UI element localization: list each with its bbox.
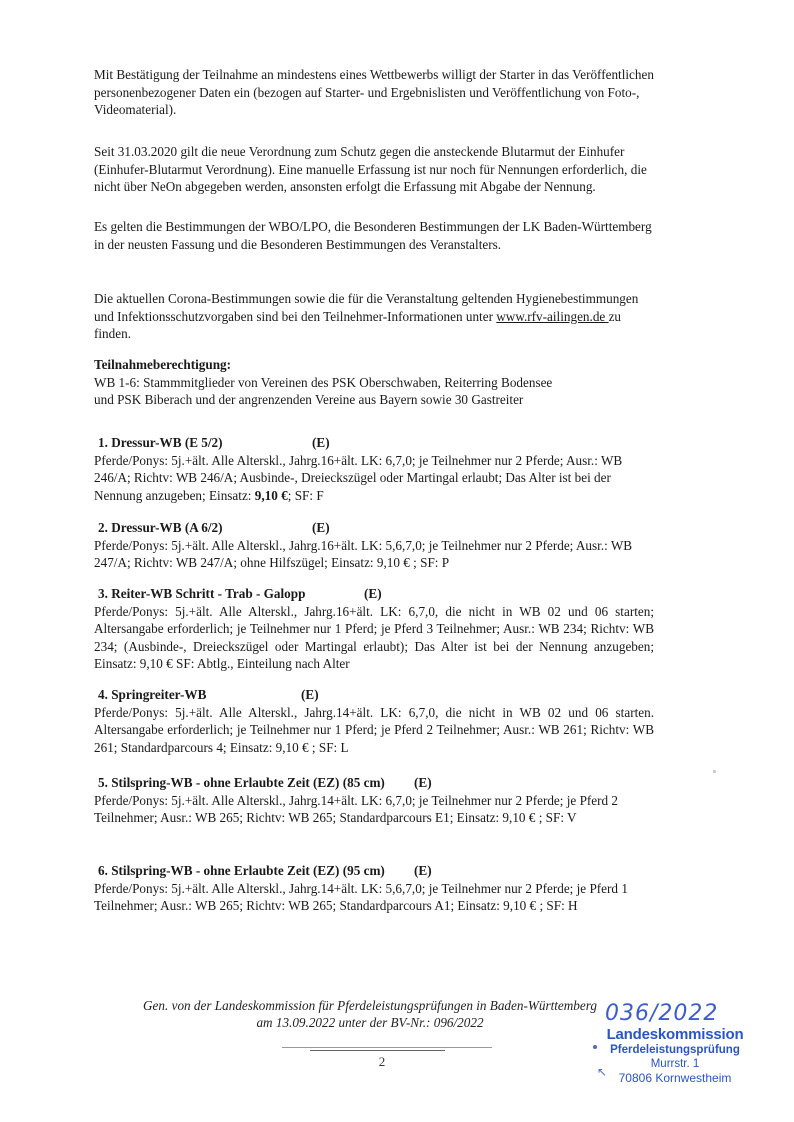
competition-5: [94, 774, 654, 827]
competition-text: Pferde/Ponys: 5j.+ält. Alle Alterskl., Jahrg.16+ält. LK: 5,6,7,0; je Teilnehmer nur 2 Pferde; Ausr.: WB 247/A; Richtv: WB 247/A; ohne Hilfszügel; Einsatz: 9,10 € ; SF: P: [94, 537, 633, 571]
stamp-line-3: Murrstr. 1: [650, 1058, 700, 1070]
footer-divider-inner: [310, 1050, 445, 1051]
competition-class: (E): [301, 687, 319, 702]
competition-title-text: 3. Reiter-WB Schritt - Trab - Galopp: [98, 586, 306, 601]
regulation-text: Seit 31.03.2020 gilt die neue Verordnung zum Schutz gegen die ansteckende Blutarmut der Einhufer (Einhufer-Blutarmut Verordnung). Eine manuelle Erfassung ist nur noch für Nennungen erforderlich, die nicht über NeOn abgegeben werden, ansonsten erfolgt die Erfassung mit Abgabe der Nennung.: [94, 144, 647, 195]
competition-title-text: 5. Stilspring-WB - ohne Erlaubte Zeit (EZ) (85 cm): [98, 775, 385, 790]
rules-text: Es gelten die Bestimmungen der WBO/LPO, die Besonderen Bestimmungen der LK Baden-Württemberg in der neusten Fassung und die Besonderen Bestimmungen des Veranstalters.: [94, 219, 652, 252]
competition-class: (E): [414, 775, 432, 790]
competition-text: Pferde/Ponys: 5j.+ält. Alle Alterskl., Jahrg.14+ält. LK: 6,7,0; je Teilnehmer nur 2 Pferde; je Pferd 2 Teilnehmer; Ausr.: WB 265; Richtv: WB 265; Standardparcours E1; Einsatz: 9,10 € ; SF: V: [94, 792, 619, 826]
consent-text: Mit Bestätigung der Teilnahme an mindestens eines Wettbewerbs willigt der Starter in das Veröffentlichen personenbezogener Daten ein (bezogen auf Starter- und Ergebnislisten und Veröffentlichung von Foto-, Videomaterial).: [94, 67, 654, 118]
competition-text: [94, 452, 654, 505]
eligibility-heading: Teilnahmeberechtigung:: [94, 357, 232, 372]
competition-text-main: Pferde/Ponys: 5j.+ält. Alle Alterskl., Jahrg.16+ält. LK: 6,7,0; je Teilnehmer nur 2 Pferde; Ausr.: WB 246/A; Richtv: WB 246/A; Ausbinde-, Dreieckszügel oder Martingal erlaubt; Das Alter ist bei der Nennung anzugeben; Einsatz:: [94, 452, 623, 503]
competition-title: [94, 585, 654, 603]
competition-4: [94, 686, 654, 756]
competition-title-text: 2. Dressur-WB (A 6/2): [98, 520, 223, 535]
regulation-paragraph: [94, 143, 654, 196]
competition-title: [94, 774, 654, 792]
competition-text: Pferde/Ponys: 5j.+ält. Alle Alterskl., Jahrg.14+ält. LK: 6,7,0, die nicht in WB 02 und 06 starten. Altersangabe erforderlich; je Teilnehmer nur 1 Pferd; je Pferd 2 Teilnehmer; Ausr.: WB 261; Richtv: WB 261; Standardparcours 4; Einsatz: 9,10 € ; SF: L: [94, 704, 654, 755]
stamp-line-2: Pferdeleistungsprüfung: [610, 1044, 740, 1056]
corona-text-after: zu finden.: [94, 308, 622, 342]
competition-title-text: 1. Dressur-WB (E 5/2): [98, 435, 223, 450]
competition-text: Pferde/Ponys: 5j.+ält. Alle Alterskl., Jahrg.14+ält. LK: 5,6,7,0; je Teilnehmer nur 2 Pferde; je Pferd 1 Teilnehmer; Ausr.: WB 265; Richtv: WB 265; Standardparcours A1; Einsatz: 9,10 € ; SF: H: [94, 880, 628, 914]
footer-divider: [282, 1047, 492, 1048]
consent-paragraph: [94, 66, 654, 119]
stamp-line-4: 70806 Kornwestheim: [618, 1071, 732, 1085]
stamp-handwritten-number: 036/2022: [605, 1001, 719, 1026]
competition-3: [94, 585, 654, 673]
competition-class: (E): [414, 863, 432, 878]
competition-2: [94, 519, 654, 572]
competition-title: [94, 434, 654, 452]
approval-footer: [100, 997, 640, 1031]
stamp-line-1: Landeskommission: [606, 1026, 744, 1043]
competition-title: [94, 862, 654, 880]
competition-fee: 9,10 €: [254, 487, 288, 503]
competition-title: [94, 686, 654, 704]
competition-1: [94, 434, 654, 504]
corona-text: [94, 290, 654, 343]
rules-paragraph: [94, 218, 654, 253]
eligibility-text: WB 1-6: Stammmitglieder von Vereinen des PSK Oberschwaben, Reiterring Bodensee und PSK Biberach und der angrenzenden Vereine aus Bayern sowie 30 Gastreiter: [94, 374, 553, 408]
competition-6: [94, 862, 654, 915]
eligibility-section: [94, 356, 654, 409]
competition-text: Pferde/Ponys: 5j.+ält. Alle Alterskl., Jahrg.16+ält. LK: 6,7,0, die nicht in WB 02 und 06 starten; Altersangabe erforderlich; je Teilnehmer nur 1 Pferd; je Pferd 3 Teilnehmer; Ausr.: WB 234; Richtv: WB 234; (Ausbinde-, Dreieckszügel oder Martingal erlaubt); Das Alter ist bei der Nennung anzugeben; Einsatz: 9,10 € SF: Abtlg., Einteilung nach Alter: [94, 603, 654, 672]
commission-stamp: [595, 1002, 755, 1085]
corona-text-before: Die aktuellen Corona-Bestimmungen sowie die für die Veranstaltung geltenden Hygienebestimmungen und Infektionsschutzvorgaben sind bei den Teilnehmer-Informationen unter: [94, 291, 639, 324]
competition-text-tail: ; SF: F: [287, 487, 324, 503]
approval-line-2: am 13.09.2022 unter der BV-Nr.: 096/2022: [256, 1015, 484, 1030]
competition-title: [94, 519, 654, 537]
approval-line-1: Gen. von der Landeskommission für Pferdeleistungsprüfungen in Baden-Württemberg: [143, 998, 597, 1013]
competition-class: (E): [312, 435, 330, 450]
rfv-ailingen-link[interactable]: www.rfv-ailingen.de: [496, 308, 609, 324]
competition-title-text: 6. Stilspring-WB - ohne Erlaubte Zeit (EZ) (95 cm): [98, 863, 385, 878]
competition-title-text: 4. Springreiter-WB: [98, 687, 207, 702]
competition-class: (E): [364, 586, 382, 601]
scan-artifact: [713, 770, 716, 773]
competition-class: (E): [312, 520, 330, 535]
page-number: 2: [378, 1054, 386, 1069]
stamp-arrow-mark: ↖: [597, 1065, 608, 1079]
corona-paragraph: [94, 290, 654, 343]
